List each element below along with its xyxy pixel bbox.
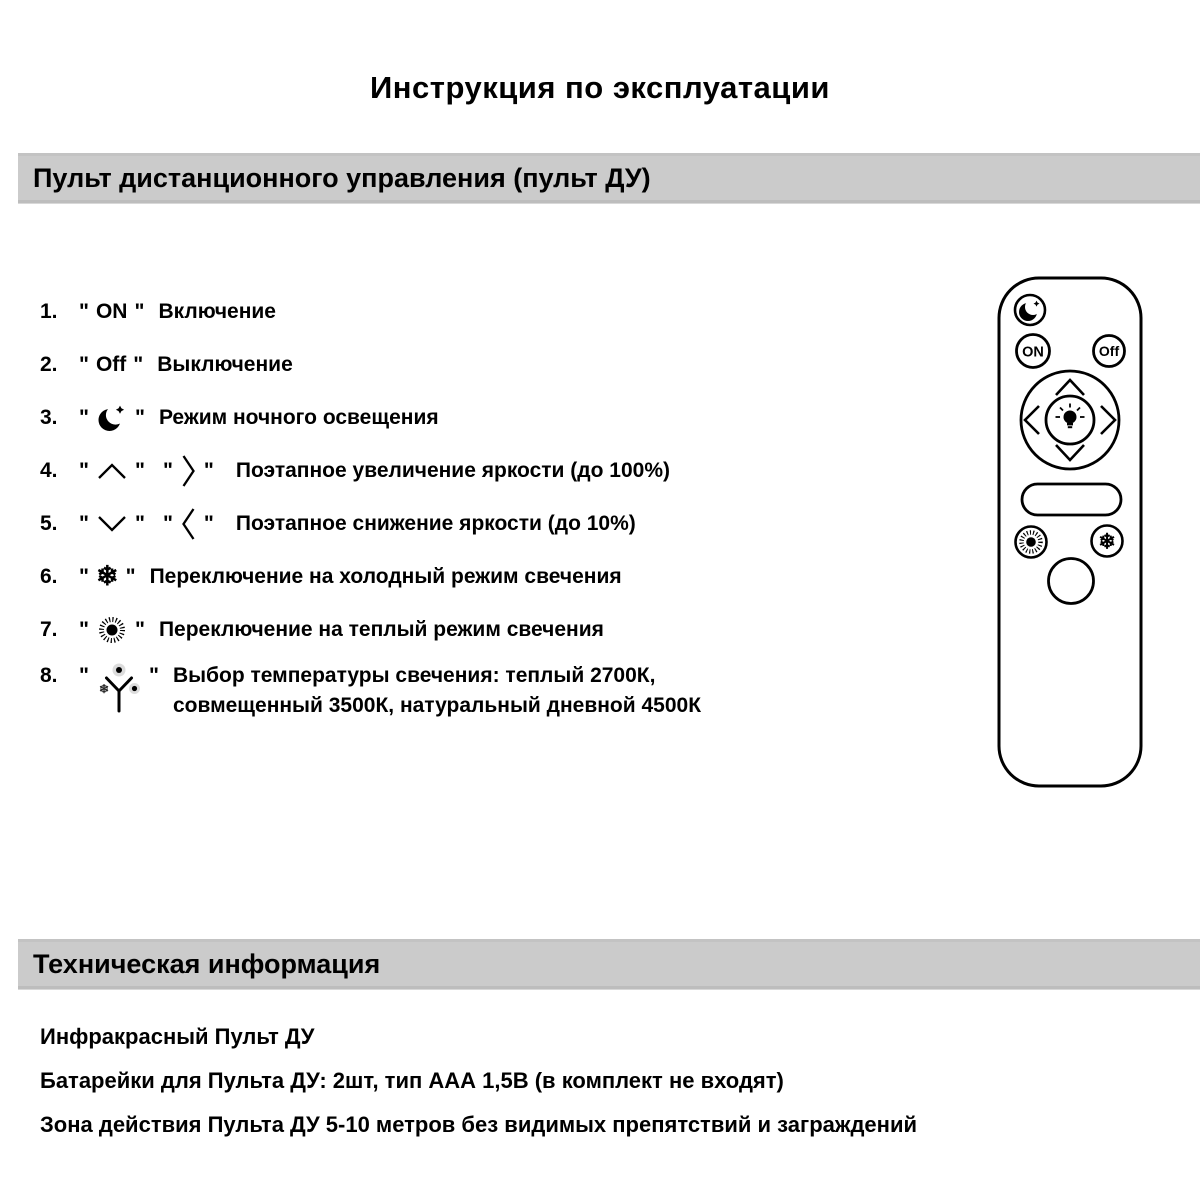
instruction-item bbox=[40, 444, 970, 497]
item-label: Выбор температуры свечения: теплый 2700К, совмещенный 3500К, натуральный дневной 4500К bbox=[172, 664, 702, 717]
quote-mark: " bbox=[79, 299, 89, 323]
section-header-tech bbox=[18, 939, 1200, 989]
quote-mark: " bbox=[134, 458, 145, 482]
quote-mark: " bbox=[148, 664, 159, 687]
instruction-item bbox=[40, 497, 970, 550]
snowflake-icon: ❄ bbox=[95, 561, 119, 591]
quote-mark: " bbox=[133, 352, 144, 376]
tech-info bbox=[40, 1022, 917, 1154]
quote-mark: " bbox=[79, 664, 89, 687]
section-header-remote bbox=[18, 153, 1200, 203]
item-number: 8. bbox=[40, 664, 58, 687]
instruction-item bbox=[40, 338, 970, 391]
chevron-up-icon bbox=[96, 461, 128, 481]
quote-mark: " bbox=[79, 564, 89, 588]
tech-info-line: Батарейки для Пульта ДУ: 2шт, тип ААА 1,5В (в комплект не входят) bbox=[40, 1068, 784, 1093]
page-title: Инструкция по эксплуатации bbox=[370, 70, 830, 105]
svg-text:❄: ❄ bbox=[98, 682, 109, 696]
button-name-text: ON bbox=[95, 299, 128, 323]
instruction-item bbox=[40, 603, 970, 656]
instruction-item bbox=[40, 550, 970, 603]
item-label: Включение bbox=[158, 299, 276, 323]
sun-icon bbox=[96, 614, 128, 646]
item-label: Выключение bbox=[157, 352, 293, 376]
quote-mark: " bbox=[134, 617, 145, 641]
tech-info-line: Зона действия Пульта ДУ 5-10 метров без видимых препятствий и заграждений bbox=[40, 1112, 918, 1137]
moon-star-icon bbox=[96, 402, 128, 434]
quote-mark: " bbox=[203, 458, 214, 482]
quote-mark: " bbox=[134, 299, 145, 323]
item-number: 2. bbox=[40, 352, 58, 376]
item-label: Поэтапное снижение яркости (до 10%) bbox=[235, 511, 636, 535]
item-number: 5. bbox=[40, 511, 58, 535]
chevron-down-icon bbox=[96, 514, 128, 534]
instruction-item bbox=[40, 285, 970, 338]
quote-mark: " bbox=[79, 458, 89, 482]
item-label: Поэтапное увеличение яркости (до 100%) bbox=[235, 458, 670, 482]
item-label: Переключение на холодный режим свечения bbox=[149, 564, 622, 588]
snowflake-icon: ❄ bbox=[1098, 530, 1116, 554]
item-label: Режим ночного освещения bbox=[158, 405, 439, 429]
quote-mark: " bbox=[134, 405, 145, 429]
temp-select-icon bbox=[96, 661, 142, 715]
button-name-text: Off bbox=[95, 352, 127, 376]
quote-mark: " bbox=[203, 511, 214, 535]
instruction-item bbox=[40, 391, 970, 444]
quote-mark: " bbox=[79, 617, 89, 641]
quote-mark: " bbox=[162, 458, 173, 482]
on-button-label: ON bbox=[1022, 344, 1044, 361]
quote-mark: " bbox=[79, 352, 89, 376]
tech-info-line: Инфракрасный Пульт ДУ bbox=[40, 1024, 315, 1049]
quote-mark: " bbox=[162, 511, 173, 535]
remote-control-drawing bbox=[997, 276, 1143, 788]
quote-mark: " bbox=[134, 511, 145, 535]
quote-mark: " bbox=[125, 564, 136, 588]
quote-mark: " bbox=[79, 511, 89, 535]
chevron-right-icon bbox=[180, 453, 197, 489]
section-header-tech-label: Техническая информация bbox=[33, 948, 381, 979]
item-number: 7. bbox=[40, 617, 58, 641]
off-button-label: Off bbox=[1098, 343, 1120, 359]
instruction-item bbox=[40, 656, 970, 721]
quote-mark: " bbox=[79, 405, 89, 429]
instruction-list bbox=[40, 285, 970, 721]
item-number: 6. bbox=[40, 564, 58, 588]
remote-control-illustration bbox=[997, 276, 1143, 788]
item-number: 1. bbox=[40, 299, 58, 323]
item-number: 4. bbox=[40, 458, 58, 482]
section-header-remote-label: Пульт дистанционного управления (пульт ДУ) bbox=[33, 162, 651, 193]
chevron-left-icon bbox=[180, 506, 197, 542]
item-number: 3. bbox=[40, 405, 58, 429]
item-label: Переключение на теплый режим свечения bbox=[158, 617, 604, 641]
